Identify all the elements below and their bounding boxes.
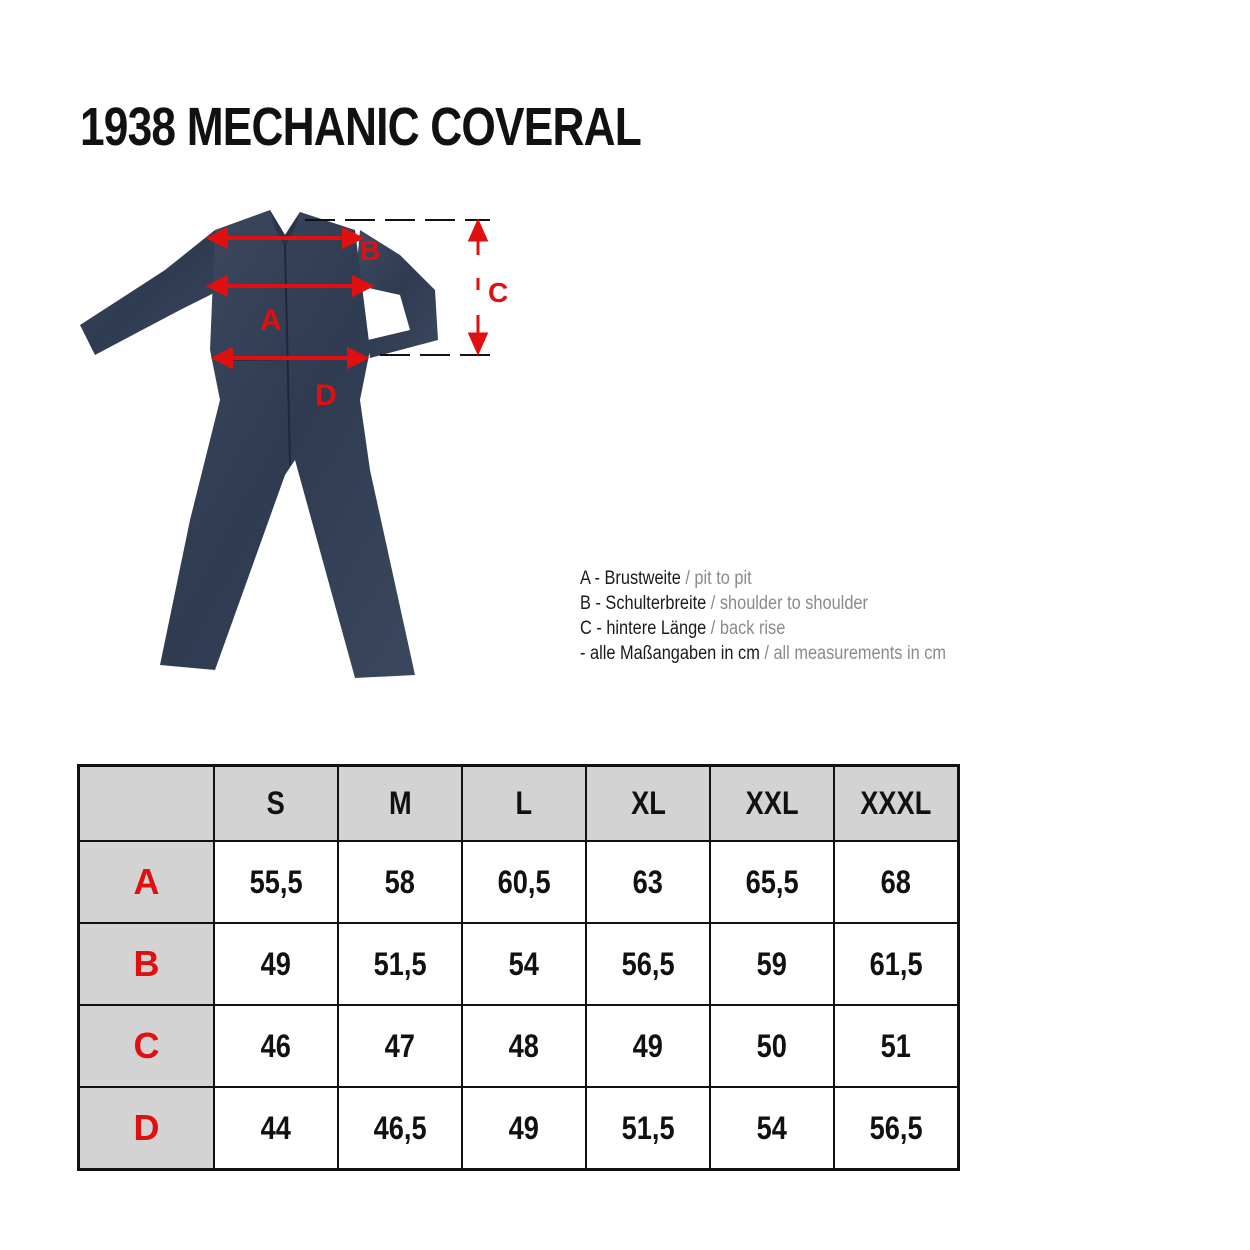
measure-c-label: C <box>488 277 509 308</box>
table-cell: 49 <box>214 923 338 1005</box>
table-row <box>79 1005 959 1087</box>
table-cell: 46 <box>214 1005 338 1087</box>
coverall-illustration <box>70 200 540 690</box>
coverall-garment <box>80 210 438 678</box>
table-cell: 46,5 <box>338 1087 462 1170</box>
table-cell: 51,5 <box>338 923 462 1005</box>
page-title: 1938 MECHANIC COVERAL <box>80 97 641 157</box>
table-row <box>79 923 959 1005</box>
legend-line: B - Schulterbreite / shoulder to shoulder <box>580 593 868 614</box>
table-cell: 60,5 <box>462 841 586 923</box>
table-cell: 51,5 <box>586 1087 710 1170</box>
table-cell: 65,5 <box>710 841 834 923</box>
table-row <box>79 1087 959 1170</box>
table-cell: 44 <box>214 1087 338 1170</box>
size-header: M <box>338 766 462 842</box>
table-cell: 56,5 <box>586 923 710 1005</box>
size-header: XL <box>586 766 710 842</box>
table-header-row <box>79 766 959 842</box>
measurement-legend <box>580 566 946 666</box>
table-cell: 56,5 <box>834 1087 959 1170</box>
table-cell: 48 <box>462 1005 586 1087</box>
table-corner-cell <box>79 766 215 842</box>
table-cell: 49 <box>586 1005 710 1087</box>
table-cell: 58 <box>338 841 462 923</box>
table-cell: 47 <box>338 1005 462 1087</box>
size-header: XXL <box>710 766 834 842</box>
size-header: S <box>214 766 338 842</box>
legend-line: A - Brustweite / pit to pit <box>580 568 752 589</box>
legend-line: - alle Maßangaben in cm / all measurements in cm <box>580 643 946 664</box>
legend-line: C - hintere Länge / back rise <box>580 618 786 639</box>
table-cell: 63 <box>586 841 710 923</box>
measure-b-label: B <box>360 235 381 266</box>
table-cell: 59 <box>710 923 834 1005</box>
table-cell: 68 <box>834 841 959 923</box>
table-cell: 50 <box>710 1005 834 1087</box>
row-label: D <box>79 1087 215 1170</box>
table-cell: 54 <box>462 923 586 1005</box>
row-label: B <box>79 923 215 1005</box>
row-label: C <box>79 1005 215 1087</box>
table-cell: 54 <box>710 1087 834 1170</box>
table-cell: 49 <box>462 1087 586 1170</box>
measure-d-label: D <box>315 379 337 412</box>
table-cell: 61,5 <box>834 923 959 1005</box>
table-cell: 55,5 <box>214 841 338 923</box>
size-header: XXXL <box>834 766 959 842</box>
table-cell: 51 <box>834 1005 959 1087</box>
size-table <box>77 764 960 1171</box>
table-row <box>79 841 959 923</box>
size-header: L <box>462 766 586 842</box>
measure-a-label: A <box>260 304 282 337</box>
row-label: A <box>79 841 215 923</box>
measure-c <box>470 222 486 352</box>
